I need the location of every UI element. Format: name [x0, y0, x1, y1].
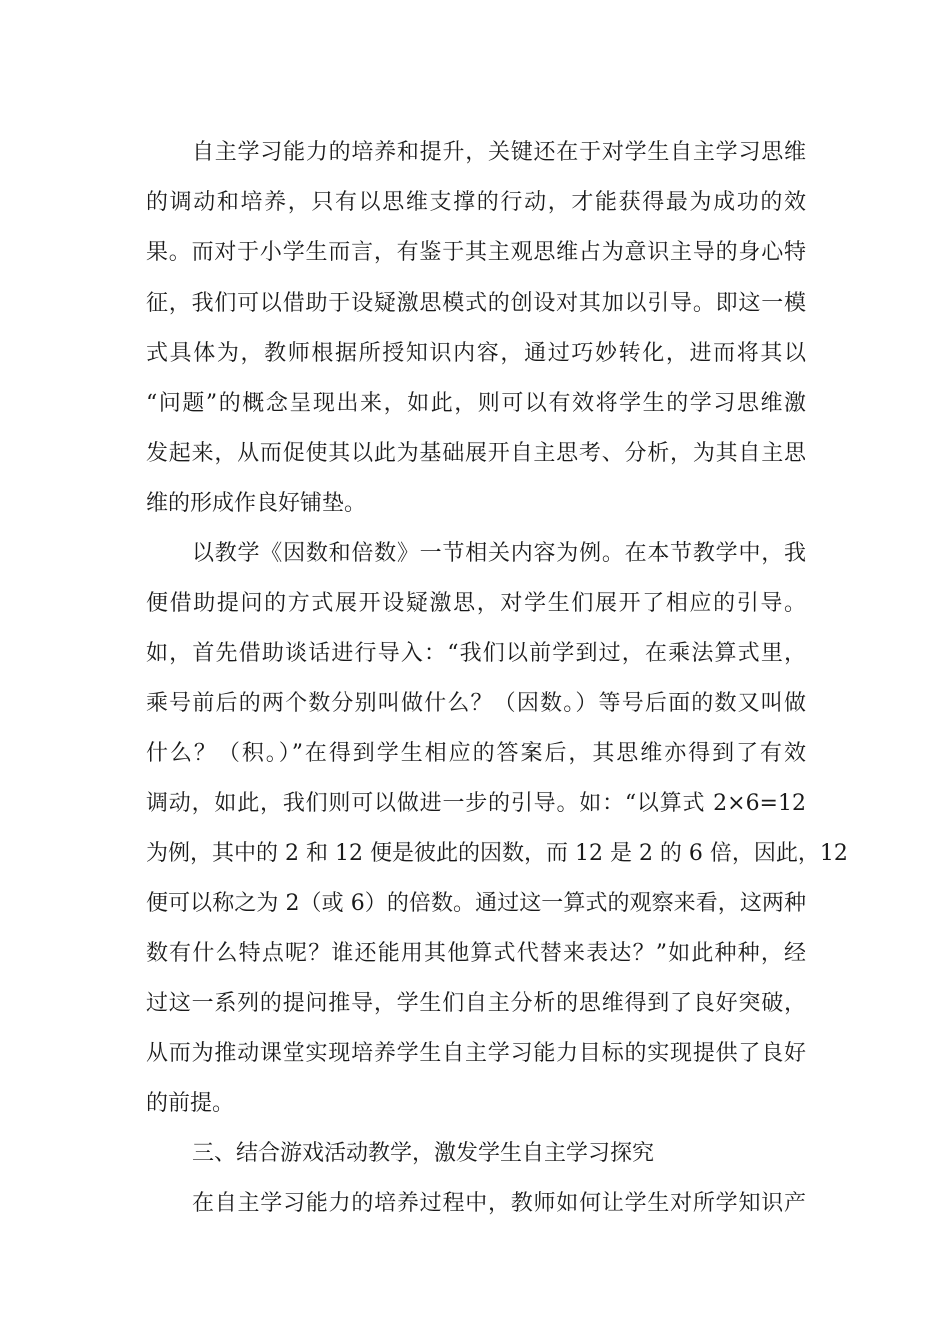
paragraph-1-line-6: “问题”的概念呈现出来，如此，则可以有效将学生的学习思维激 — [146, 391, 806, 416]
paragraph-2-line-11: 从而为推动课堂实现培养学生自主学习能力目标的实现提供了良好 — [146, 1041, 806, 1066]
paragraph-2-line-6: 调动，如此，我们则可以做进一步的引导。如：“以算式 2×6=12 — [146, 791, 806, 816]
paragraph-2-line-2: 便借助提问的方式展开设疑激思，对学生们展开了相应的引导。 — [146, 591, 806, 616]
section-heading: 三、结合游戏活动教学，激发学生自主学习探究 — [192, 1141, 655, 1166]
paragraph-1-line-8: 维的形成作良好铺垫。 — [146, 491, 367, 516]
paragraph-1-line-7: 发起来，从而促使其以此为基础展开自主思考、分析，为其自主思 — [146, 441, 806, 466]
paragraph-1-line-2: 的调动和培养，只有以思维支撑的行动，才能获得最为成功的效 — [146, 190, 806, 215]
paragraph-2-line-8: 便可以称之为 2（或 6）的倍数。通过这一算式的观察来看，这两种 — [146, 891, 806, 916]
paragraph-1-line-1: 自主学习能力的培养和提升，关键还在于对学生自主学习思维 — [192, 140, 806, 165]
paragraph-2-line-7: 为例，其中的 2 和 12 便是彼此的因数，而 12 是 2 的 6 倍，因此，12 — [146, 841, 848, 866]
paragraph-1-line-4: 征，我们可以借助于设疑激思模式的创设对其加以引导。即这一模 — [146, 291, 806, 316]
paragraph-2-line-3: 如，首先借助谈话进行导入：“我们以前学到过，在乘法算式里， — [146, 641, 806, 666]
paragraph-2-line-5: 什么？（积。）”在得到学生相应的答案后，其思维亦得到了有效 — [146, 741, 806, 766]
paragraph-2-line-12: 的前提。 — [146, 1091, 235, 1116]
paragraph-3-line-1: 在自主学习能力的培养过程中，教师如何让学生对所学知识产 — [192, 1191, 806, 1216]
paragraph-2-line-1: 以教学《因数和倍数》一节相关内容为例。在本节教学中，我 — [192, 541, 806, 566]
paragraph-1-line-5: 式具体为，教师根据所授知识内容，通过巧妙转化，进而将其以 — [146, 341, 806, 366]
paragraph-2-line-10: 过这一系列的提问推导，学生们自主分析的思维得到了良好突破， — [146, 991, 806, 1016]
paragraph-2-line-9: 数有什么特点呢？谁还能用其他算式代替来表达？”如此种种，经 — [146, 941, 806, 966]
paragraph-2-line-4: 乘号前后的两个数分别叫做什么？（因数。）等号后面的数又叫做 — [146, 691, 806, 716]
paragraph-1-line-3: 果。而对于小学生而言，有鉴于其主观思维占为意识主导的身心特 — [146, 240, 806, 265]
